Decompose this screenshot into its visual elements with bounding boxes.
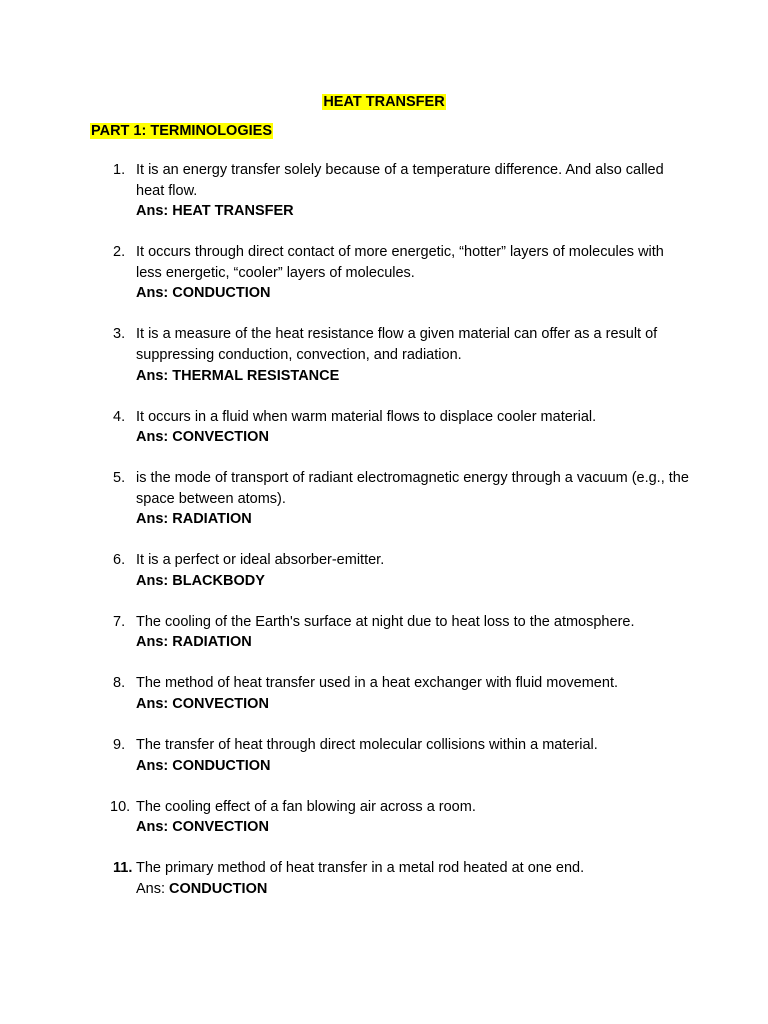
question-item-1	[90, 160, 690, 222]
answer-text: Ans: RADIATION	[136, 634, 252, 651]
question-number: 2.	[113, 244, 126, 261]
question-text: It occurs through direct contact of more energetic, “hotter” layers of molecules with less energetic, “cooler” layers of molecules.	[136, 244, 664, 281]
question-item-7	[90, 612, 690, 653]
question-item-6	[90, 550, 690, 591]
question-number: 10.	[110, 798, 131, 815]
question-number: 1.	[113, 162, 126, 178]
question-number: 5.	[113, 470, 126, 487]
question-item-9	[90, 735, 690, 776]
question-number: 4.	[113, 408, 126, 425]
answer-text: Ans: BLACKBODY	[136, 572, 265, 589]
answer-value: CONDUCTION	[169, 880, 268, 897]
question-number: 8.	[113, 675, 126, 692]
answer-text: Ans: RADIATION	[136, 511, 252, 528]
question-text: It is a perfect or ideal absorber-emitter.	[136, 552, 385, 569]
question-text: It is a measure of the heat resistance flow a given material can offer as a result of suppressing conduction, convection, and radiation.	[136, 326, 658, 363]
question-item-5	[90, 468, 690, 530]
document-title	[0, 93, 768, 111]
part-heading-highlight: PART 1: TERMINOLOGIES	[91, 123, 272, 139]
part-heading	[90, 122, 273, 140]
answer-text: Ans: CONDUCTION	[136, 285, 271, 302]
answer-text: Ans: THERMAL RESISTANCE	[136, 367, 340, 384]
question-text: The cooling of the Earth's surface at night due to heat loss to the atmosphere.	[136, 613, 635, 630]
answer-prefix: Ans:	[136, 880, 170, 897]
question-text: The transfer of heat through direct molecular collisions within a material.	[136, 737, 598, 753]
question-number: 6.	[113, 552, 126, 569]
answer-text: Ans: CONVECTION	[136, 696, 269, 713]
question-number: 11.	[113, 860, 133, 877]
question-item-10	[90, 797, 690, 838]
answer-text: Ans: CONVECTION	[136, 429, 269, 446]
answer-line	[136, 879, 690, 900]
question-item-11	[90, 858, 690, 899]
question-item-3	[90, 324, 690, 386]
question-number: 7.	[113, 613, 126, 630]
question-text: The method of heat transfer used in a heat exchanger with fluid movement.	[136, 675, 618, 692]
title-highlight: HEAT TRANSFER	[323, 94, 445, 110]
question-item-4	[90, 407, 690, 448]
question-number: 3.	[113, 326, 126, 343]
question-text: The primary method of heat transfer in a metal rod heated at one end.	[136, 860, 585, 877]
question-list	[90, 160, 690, 920]
question-number: 9.	[113, 737, 126, 753]
answer-text: Ans: HEAT TRANSFER	[136, 203, 294, 220]
question-item-2	[90, 242, 690, 304]
question-text: It is an energy transfer solely because of a temperature difference. And also called heat flow.	[136, 162, 664, 199]
question-text: It occurs in a fluid when warm material flows to displace cooler material.	[136, 408, 597, 425]
question-item-8	[90, 673, 690, 714]
answer-text: Ans: CONDUCTION	[136, 757, 271, 774]
answer-text: Ans: CONVECTION	[136, 819, 269, 836]
question-text: is the mode of transport of radiant electromagnetic energy through a vacuum (e.g., the space between atoms).	[136, 470, 689, 507]
question-text: The cooling effect of a fan blowing air across a room.	[136, 798, 476, 815]
